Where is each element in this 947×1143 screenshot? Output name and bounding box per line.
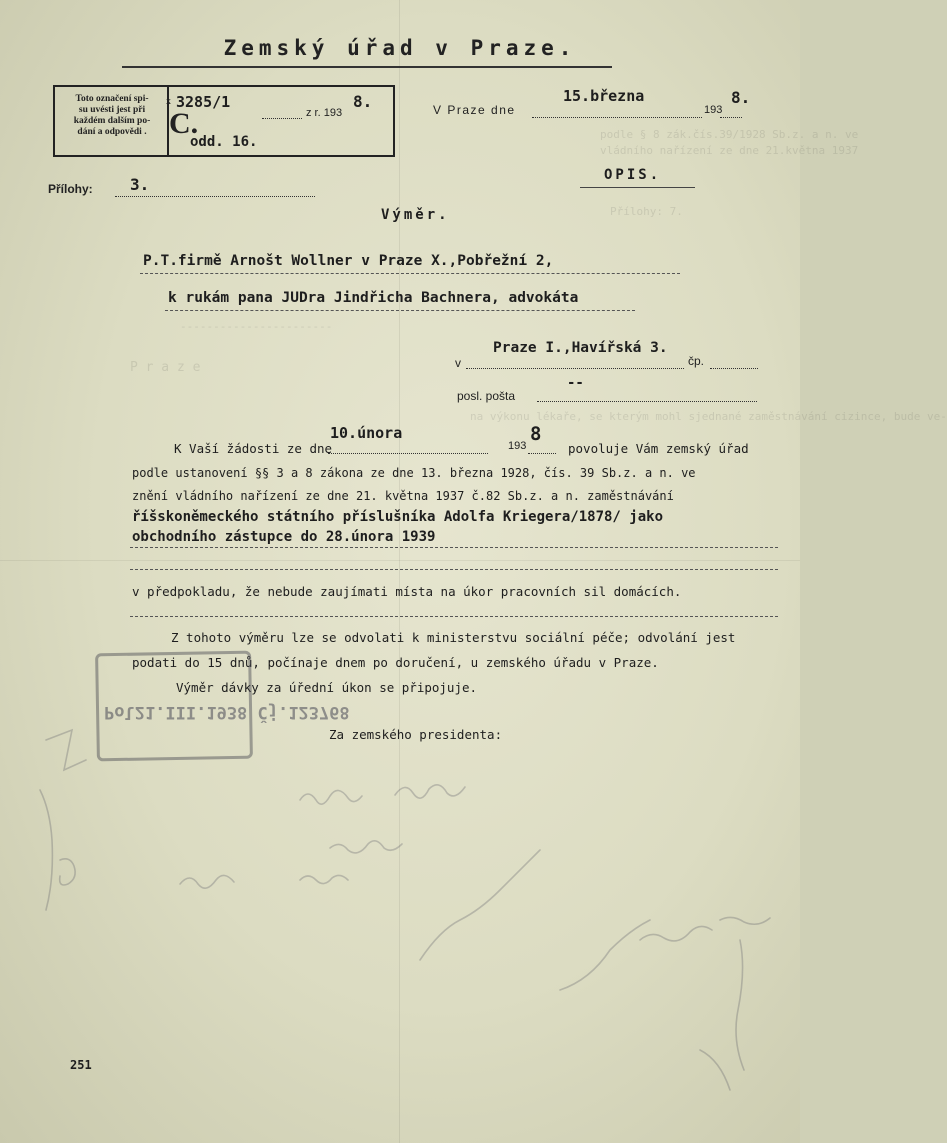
bleed-through-text: na výkonu lékaře, se kterým mohl sjednané zaměstnávání cizince, bude ve-	[470, 410, 947, 423]
date-year-prefix: 193	[704, 104, 723, 116]
pencil-scribble	[300, 875, 348, 883]
pencil-scribble	[395, 785, 465, 798]
pencil-scribble	[300, 790, 362, 804]
reference-x-mark: x	[166, 96, 171, 107]
condition-text: v předpokladu, že nebude zaujímati místa na úkor pracovních sil domácích.	[132, 584, 682, 599]
date-day-month: 15.března	[563, 87, 645, 105]
pencil-scribble	[60, 859, 75, 885]
reference-number: 3285/1	[176, 93, 231, 111]
request-year-prefix: 193	[508, 440, 527, 452]
request-year-digit: 8	[530, 423, 542, 445]
reference-note-line: každém dalším po-	[73, 116, 151, 126]
pencil-scribble	[46, 730, 86, 770]
request-prefix: K Vaší žádosti ze dne	[174, 441, 333, 456]
pencil-scribble	[736, 940, 744, 1070]
print-code: 251	[70, 1058, 92, 1072]
stamp-text: Pol21.III.1938 Čj.123768	[104, 702, 350, 722]
addressee-place: Praze I.,Havířská 3.	[493, 340, 668, 356]
addressee-line-1: P.T.firmě Arnošt Wollner v Praze X.,Pobřežní 2,	[143, 253, 554, 269]
body-line-2: podle ustanovení §§ 3 a 8 zákona ze dne 13. března 1928, čís. 39 Sb.z. a n. ve	[132, 466, 696, 480]
place-prefix: v	[455, 356, 461, 370]
pencil-scribble	[420, 850, 540, 960]
bleed-through-text: P r a z e	[130, 360, 201, 375]
request-date: 10.února	[330, 424, 403, 442]
fee-note: Výměr dávky za úřední úkon se připojuje.	[176, 680, 478, 695]
reference-year-digit: 8.	[353, 92, 373, 111]
addressee-line-2: k rukám pana JUDra Jindřicha Bachnera, advokáta	[168, 290, 579, 306]
post-label: posl. pošta	[457, 389, 516, 403]
date-year-digit: 8.	[731, 88, 751, 107]
signature-line: Za zemského presidenta:	[329, 727, 503, 742]
zr-label: z r. 193	[306, 107, 343, 119]
reference-letter: C.	[169, 107, 199, 140]
appeal-line-1: Z tohoto výměru lze se odvolati k ministerstvu sociální péče; odvolání jest	[171, 630, 736, 645]
body-line-5: obchodního zástupce do 28.února 1939	[132, 529, 436, 545]
bleed-through-text: Přílohy: 7.	[610, 205, 683, 218]
bleed-through-text: podle § 8 zák.čís.39/1928 Sb.z. a n. ve	[600, 128, 859, 141]
post-value: --	[567, 375, 584, 391]
pencil-scribble	[560, 920, 650, 990]
pencil-scribble	[40, 790, 52, 910]
cp-label: čp.	[688, 354, 705, 368]
office-title: Zemský úřad v Praze.	[223, 36, 577, 60]
reference-note-line: su uvésti jest při	[78, 105, 146, 115]
pencil-scribble	[180, 875, 234, 888]
bleed-through-text: vládního nařízení ze dne 21.května 1937	[600, 144, 859, 157]
pencil-scribble	[700, 1050, 730, 1090]
document-type: Výměr.	[381, 207, 450, 223]
pencil-scribble	[330, 841, 402, 853]
copy-mark: OPIS.	[604, 167, 662, 183]
appeal-line-2: podati do 15 dnů, počínaje dnem po doručení, u zemského úřadu v Praze.	[132, 655, 659, 670]
attachments-value: 3.	[130, 175, 150, 194]
body-line-3: znění vládního nařízení ze dne 21. května 1937 č.82 Sb.z. a n. zaměstnávání	[132, 489, 674, 503]
reference-note-line: Toto označení spi-	[75, 94, 149, 104]
body-line-4: říšskoněmeckého státního příslušníka Adolfa Kriegera/1878/ jako	[132, 509, 664, 525]
reference-note-line: dání a odpovědi .	[77, 127, 147, 137]
department-label: odd. 16.	[190, 134, 258, 150]
request-suffix: povoluje Vám zemský úřad	[568, 441, 749, 456]
pencil-scribble	[720, 917, 770, 924]
attachments-label: Přílohy:	[48, 182, 93, 196]
pencil-scribble	[640, 926, 712, 940]
bleed-through-text: -----------------------	[180, 320, 333, 333]
place-date-label: V Praze dne	[433, 103, 516, 117]
